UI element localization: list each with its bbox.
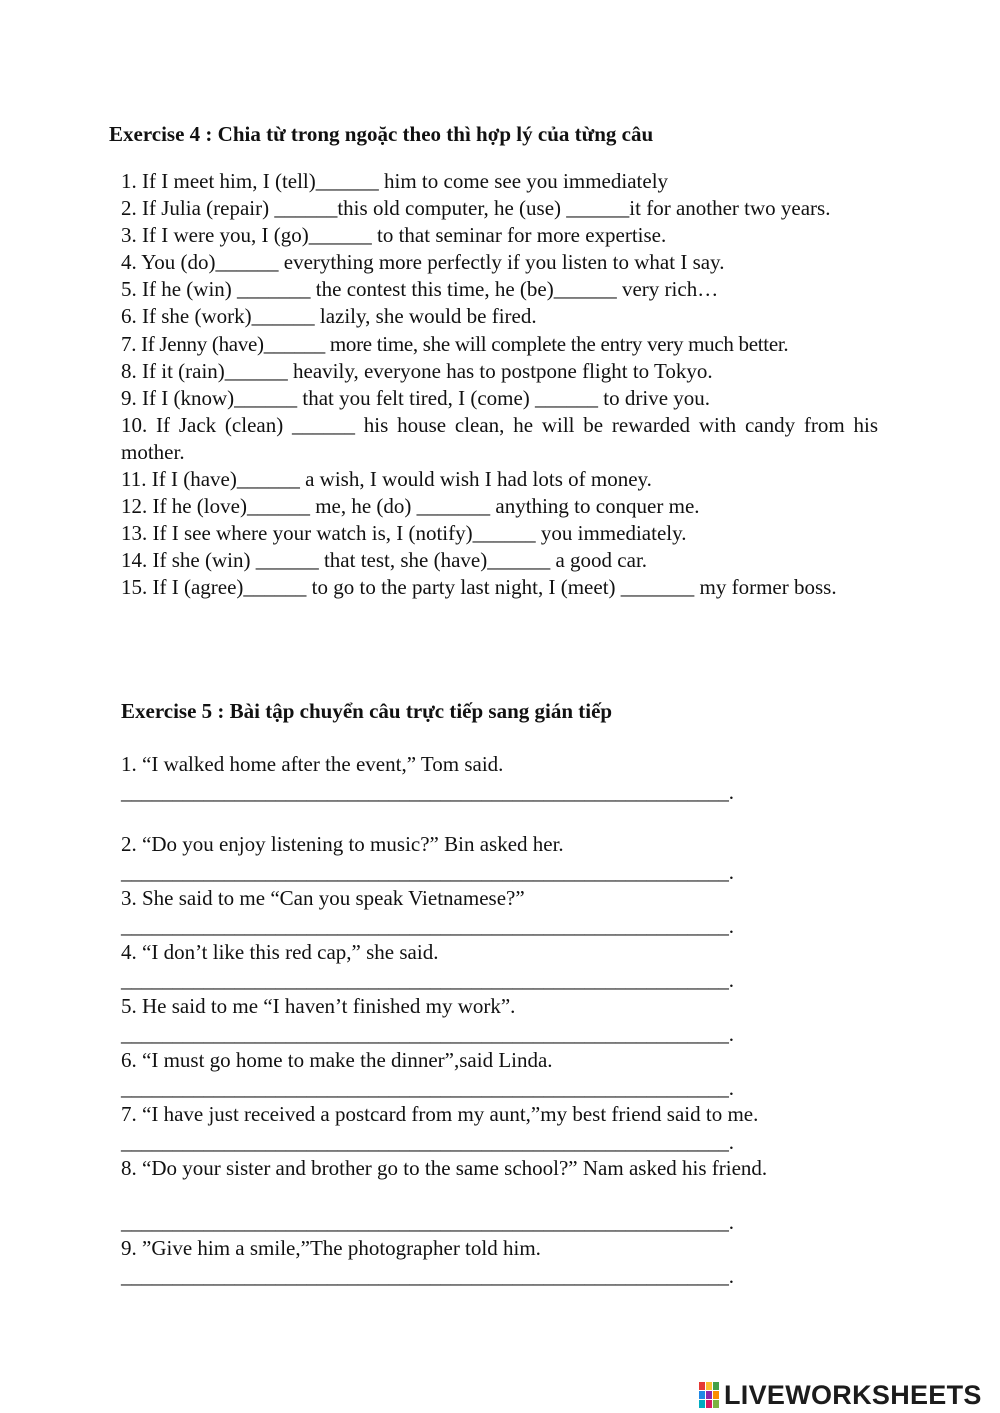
exercise-5-question: 2. “Do you enjoy listening to music?” Bin asked her. — [121, 832, 564, 856]
brand-name: LIVEWORKSHEETS — [724, 1379, 982, 1410]
exercise-4-question: 9. If I (know)______ that you felt tired, I (come) ______ to drive you. — [121, 385, 711, 410]
answer-line[interactable]: ___________________________________________________________. — [121, 1076, 734, 1100]
exercise-4-question: 7. If Jenny (have)______ more time, she will complete the entry very much better. — [121, 331, 789, 356]
exercise-4-question: 12. If he (love)______ me, he (do) _______ anything to conquer me. — [121, 494, 700, 519]
exercise-5-question: 3. She said to me “Can you speak Vietnamese?” — [121, 886, 525, 910]
exercise-4-question: 5. If he (win) _______ the contest this time, he (be)______ very rich… — [121, 277, 719, 302]
exercise-5-title: Exercise 5 : Bài tập chuyển câu trực tiếp sang gián tiếp — [121, 699, 613, 723]
answer-line[interactable]: ___________________________________________________________. — [121, 860, 734, 884]
answer-line[interactable]: ___________________________________________________________. — [121, 1022, 734, 1046]
exercise-4-question: 3. If I were you, I (go)______ to that seminar for more expertise. — [121, 223, 667, 248]
exercise-4-list — [121, 168, 878, 602]
exercise-5-question: 9. ”Give him a smile,”The photographer told him. — [121, 1236, 541, 1260]
exercise-5-question: 4. “I don’t like this red cap,” she said. — [121, 940, 439, 964]
answer-line[interactable]: ___________________________________________________________. — [121, 1210, 734, 1234]
exercise-4-question: 4. You (do)______ everything more perfectly if you listen to what I say. — [121, 250, 725, 275]
exercise-4-question: 11. If I (have)______ a wish, I would wish I had lots of money. — [121, 467, 652, 492]
liveworksheets-brand — [699, 1378, 982, 1412]
exercise-5-question: 8. “Do your sister and brother go to the same school?” Nam asked his friend. — [121, 1156, 768, 1180]
exercise-5-question: 1. “I walked home after the event,” Tom said. — [121, 752, 504, 776]
exercise-4-title: Exercise 4 : Chia từ trong ngoặc theo thì hợp lý của từng câu — [109, 122, 654, 146]
liveworksheets-logo-icon — [699, 1382, 721, 1408]
exercise-4-question: 1. If I meet him, I (tell)______ him to come see you immediately — [121, 169, 669, 193]
exercise-5-question: 6. “I must go home to make the dinner”,said Linda. — [121, 1048, 553, 1072]
exercise-4-question: 14. If she (win) ______ that test, she (have)______ a good car. — [121, 548, 648, 573]
exercise-4-question: 8. If it (rain)______ heavily, everyone has to postpone flight to Tokyo. — [121, 358, 713, 383]
answer-line[interactable]: ___________________________________________________________. — [121, 780, 734, 804]
answer-line[interactable]: ___________________________________________________________. — [121, 914, 734, 938]
exercise-4-question: 10. If Jack (clean) ______ his house clean, he will be rewarded with candy from his mother. — [121, 412, 878, 464]
answer-line[interactable]: ___________________________________________________________. — [121, 968, 734, 992]
exercise-4-question: 15. If I (agree)______ to go to the party last night, I (meet) _______ my former boss. — [121, 575, 837, 600]
exercise-5-question: 5. He said to me “I haven’t finished my work”. — [121, 994, 516, 1018]
exercise-4-question: 2. If Julia (repair) ______this old computer, he (use) ______it for another two years. — [121, 196, 831, 221]
exercise-4-question: 6. If she (work)______ lazily, she would be fired. — [121, 304, 537, 329]
answer-line[interactable]: ___________________________________________________________. — [121, 1264, 734, 1288]
exercise-5-question: 7. “I have just received a postcard from my aunt,”my best friend said to me. — [121, 1102, 759, 1126]
exercise-4-question: 13. If I see where your watch is, I (notify)______ you immediately. — [121, 521, 687, 546]
answer-line[interactable]: ___________________________________________________________. — [121, 1130, 734, 1154]
